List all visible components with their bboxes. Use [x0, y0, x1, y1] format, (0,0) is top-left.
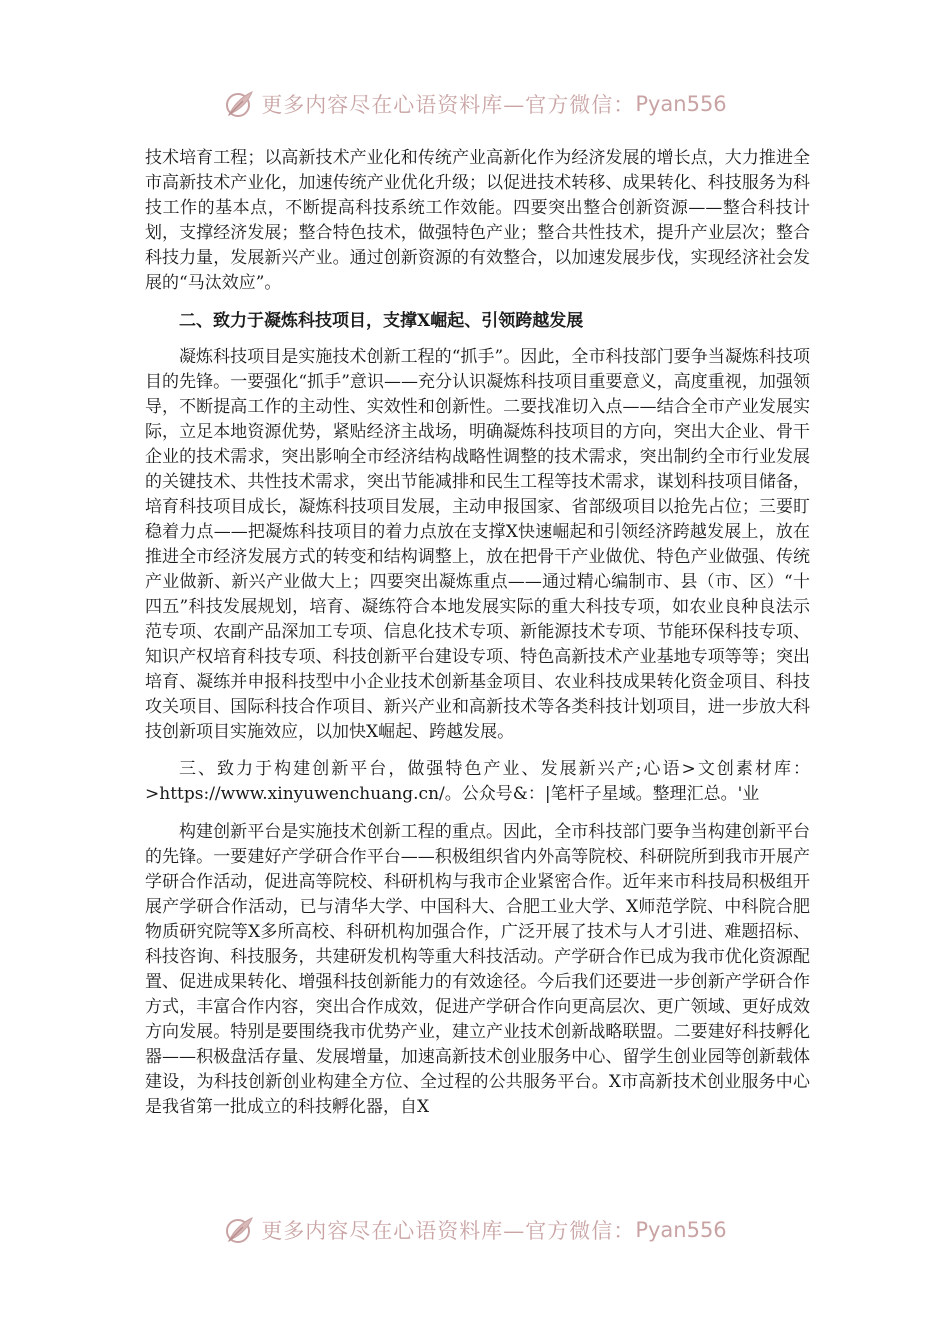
feather-pen-logo-icon [223, 1214, 255, 1246]
section-heading-2: 二、致力于凝炼科技项目，支撑X崛起、引领跨越发展 [179, 311, 584, 331]
paragraph-section-2: 凝炼科技项目是实施技术创新工程的“抓手”。因此，全市科技部门要争当凝炼科技项目的先锋。一要强化“抓手”意识——充分认识凝炼科技项目重要意义，高度重视，加强领导，不断提高工作的主动性、实效性和创新性。二要找准切入点——结合全市产业发展实际，立足本地资源优势，紧贴经济主战场，明确凝炼科技项目的方向，突出大企业、骨干企业的技术需求，突出影响全市经济结构战略性调整的技术需求，突出制约全市行业发展的关键技术、共性技术需求，突出节能减排和民生工程等技术需求，谋划科技项目储备，培育科技项目成长，凝炼科技项目发展，主动申报国家、省部级项目以抢先占位；三要盯稳着力点——把凝炼科技项目的着力点放在支撑X快速崛起和引领经济跨越发展上，放在推进全市经济发展方式的转变和结构调整上，放在把骨干产业做优、特色产业做强、传统产业做新、新兴产业做大上；四要突出凝炼重点——通过精心编制市、县（市、区）“十四五”科技发展规划，培育、凝练符合本地发展实际的重大科技专项，如农业良种良法示范专项、农副产品深加工专项、信息化技术专项、新能源技术专项、节能环保科技专项、知识产权培育科技专项、科技创新平台建设专项、特色高新技术产业基地专项等等；突出培育、凝练并申报科技型中小企业技术创新基金项目、农业科技成果转化资金项目、科技攻关项目、国际科技合作项目、新兴产业和高新技术等各类科技计划项目，进一步放大科技创新项目实施效应，以加快X崛起、跨越发展。 [145, 347, 810, 742]
watermark-text: 更多内容尽在心语资料库—官方微信： [261, 1219, 636, 1243]
section-heading-3: 三、致力于构建创新平台，做强特色产业、发展新兴产;心语>文创素材库：>https://www.xinyuwenchuang.cn/。公众号&：|笔杆子星域。整理汇总。'业 [145, 759, 810, 804]
paragraph-section-3: 构建创新平台是实施技术创新工程的重点。因此，全市科技部门要争当构建创新平台的先锋。一要建好产学研合作平台——积极组织省内外高等院校、科研院所到我市开展产学研合作活动，促进高等院校、科研机构与我市企业紧密合作。近年来市科技局积极组开展产学研合作活动，已与清华大学、中国科大、合肥工业大学、X师范学院、中科院合肥物质研究院等X多所高校、科研机构加强合作，广泛开展了技术与人才引进、难题招标、科技咨询、科技服务，共建研发机构等重大科技活动。产学研合作已成为我市优化资源配置、促进成果转化、增强科技创新能力的有效途径。今后我们还要进一步创新产学研合作方式，丰富合作内容，突出合作成效，促进产学研合作向更高层次、更广领域、更好成效方向发展。特别是要围绕我市优势产业，建立产业技术创新战略联盟。二要建好科技孵化器——积极盘活存量、发展增量，加速高新技术创业服务中心、留学生创业园等创新载体建设，为科技创新创业构建全方位、全过程的公共服务平台。X市高新技术创业服务中心是我省第一批成立的科技孵化器，自X [145, 822, 810, 1117]
document-body [145, 146, 810, 1120]
watermark-wechat-id: Pyan556 [635, 1218, 727, 1242]
feather-pen-logo-icon [223, 88, 255, 120]
watermark-banner-bottom [0, 1210, 950, 1250]
paragraph-continuation: 技术培育工程；以高新技术产业化和传统产业高新化作为经济发展的增长点，大力推进全市高新技术产业化，加速传统产业优化升级；以促进技术转移、成果转化、科技服务为科技工作的基本点，不断提高科技系统工作效能。四要突出整合创新资源——整合科技计划，支撑经济发展；整合特色技术，做强特色产业；整合共性技术，提升产业层次；整合科技力量，发展新兴产业。通过创新资源的有效整合，以加速发展步伐，实现经济社会发展的“马汰效应”。 [145, 148, 810, 293]
watermark-banner-top [0, 84, 950, 124]
watermark-wechat-id: Pyan556 [635, 92, 727, 116]
watermark-text: 更多内容尽在心语资料库—官方微信： [261, 93, 636, 117]
